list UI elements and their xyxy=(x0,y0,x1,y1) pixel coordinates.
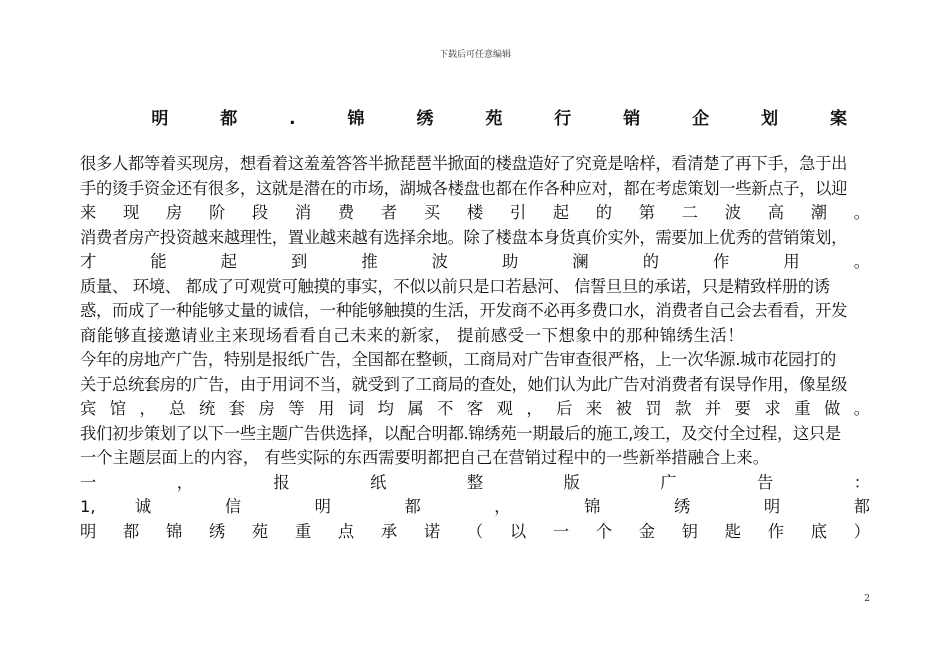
body-line: 手的烫手资金还有很多，这就是潜在的市场，湖城各楼盘也都在作各种应对，都在考虑策划一些新点子，以迎 xyxy=(80,178,848,198)
page-number: 2 xyxy=(864,594,870,604)
body-line: 宾 馆 ， 总 统 套 房 等 用 词 均 属 不 客 观 ， 后 来 被 罚 款 并 要 求 重 做 。 xyxy=(80,399,870,418)
body-line: 商能够直接邀请业主来现场看看自己未来的新家， 提前感受一下想象中的那种锦绣生活！ xyxy=(80,325,745,345)
body-line: 质量、 环境、 都成了可观赏可触摸的事实，不似以前只是口若悬河、 信誓旦旦的承诺，只是精致样册的诱 xyxy=(80,276,830,296)
body-line: 惑，而成了一种能够丈量的诚信，一种能够触摸的生活，开发商不必再多费口水，消费者自己会去看看，开发 xyxy=(80,301,848,320)
body-line: 关于总统套房的广告，由于用词不当，就受到了工商局的查处，她们认为此广告对消费者有误导作用，像星级 xyxy=(80,374,848,394)
body-line: 来 现 房 阶 段 消 费 者 买 楼 引 起 的 第 二 波 高 潮 。 xyxy=(80,203,870,222)
body-line: 一个主题层面上的内容， 有些实际的东西需要明都把自己在营销过程中的一些新举措融合上来。 xyxy=(80,448,769,467)
body-line: 很多人都等着买现房，想看着这羞羞答答半掀琵琶半掀面的楼盘造好了究竟是啥样，看清楚了再下手，急于出 xyxy=(80,154,848,173)
body-line: 消费者房产投资越来越理性，置业越来越有选择余地。除了楼盘本身货真价实外，需要加上优秀的营销策划， xyxy=(80,227,848,247)
header-note: 下载后可任意编辑 xyxy=(438,50,511,60)
body-line: 我们初步策划了以下一些主题广告供选择，以配合明都.锦绣苑一期最后的施工,竣工，及交付全过程，这只是 xyxy=(80,423,841,443)
document-title: 明 都 . 锦 绣 苑 行 销 企 划 案 xyxy=(151,109,870,129)
body-line: 今年的房地产广告，特别是报纸广告，全国都在整顿，工商局对广告审查很严格，上一次华源.城市花园打的 xyxy=(80,350,837,369)
body-line: 才 能 起 到 推 波 助 澜 的 作 用 。 xyxy=(80,252,870,271)
body-line: 一 ， 报 纸 整 版 广 告 ： xyxy=(80,472,870,492)
body-text xyxy=(80,152,870,544)
body-line: 明 都 锦 绣 苑 重 点 承 诺 （ 以 一 个 金 钥 匙 作 底 ） xyxy=(80,521,870,541)
body-line: 1, 诚 信 明 都 ， 锦 绣 明 都 xyxy=(80,497,870,516)
